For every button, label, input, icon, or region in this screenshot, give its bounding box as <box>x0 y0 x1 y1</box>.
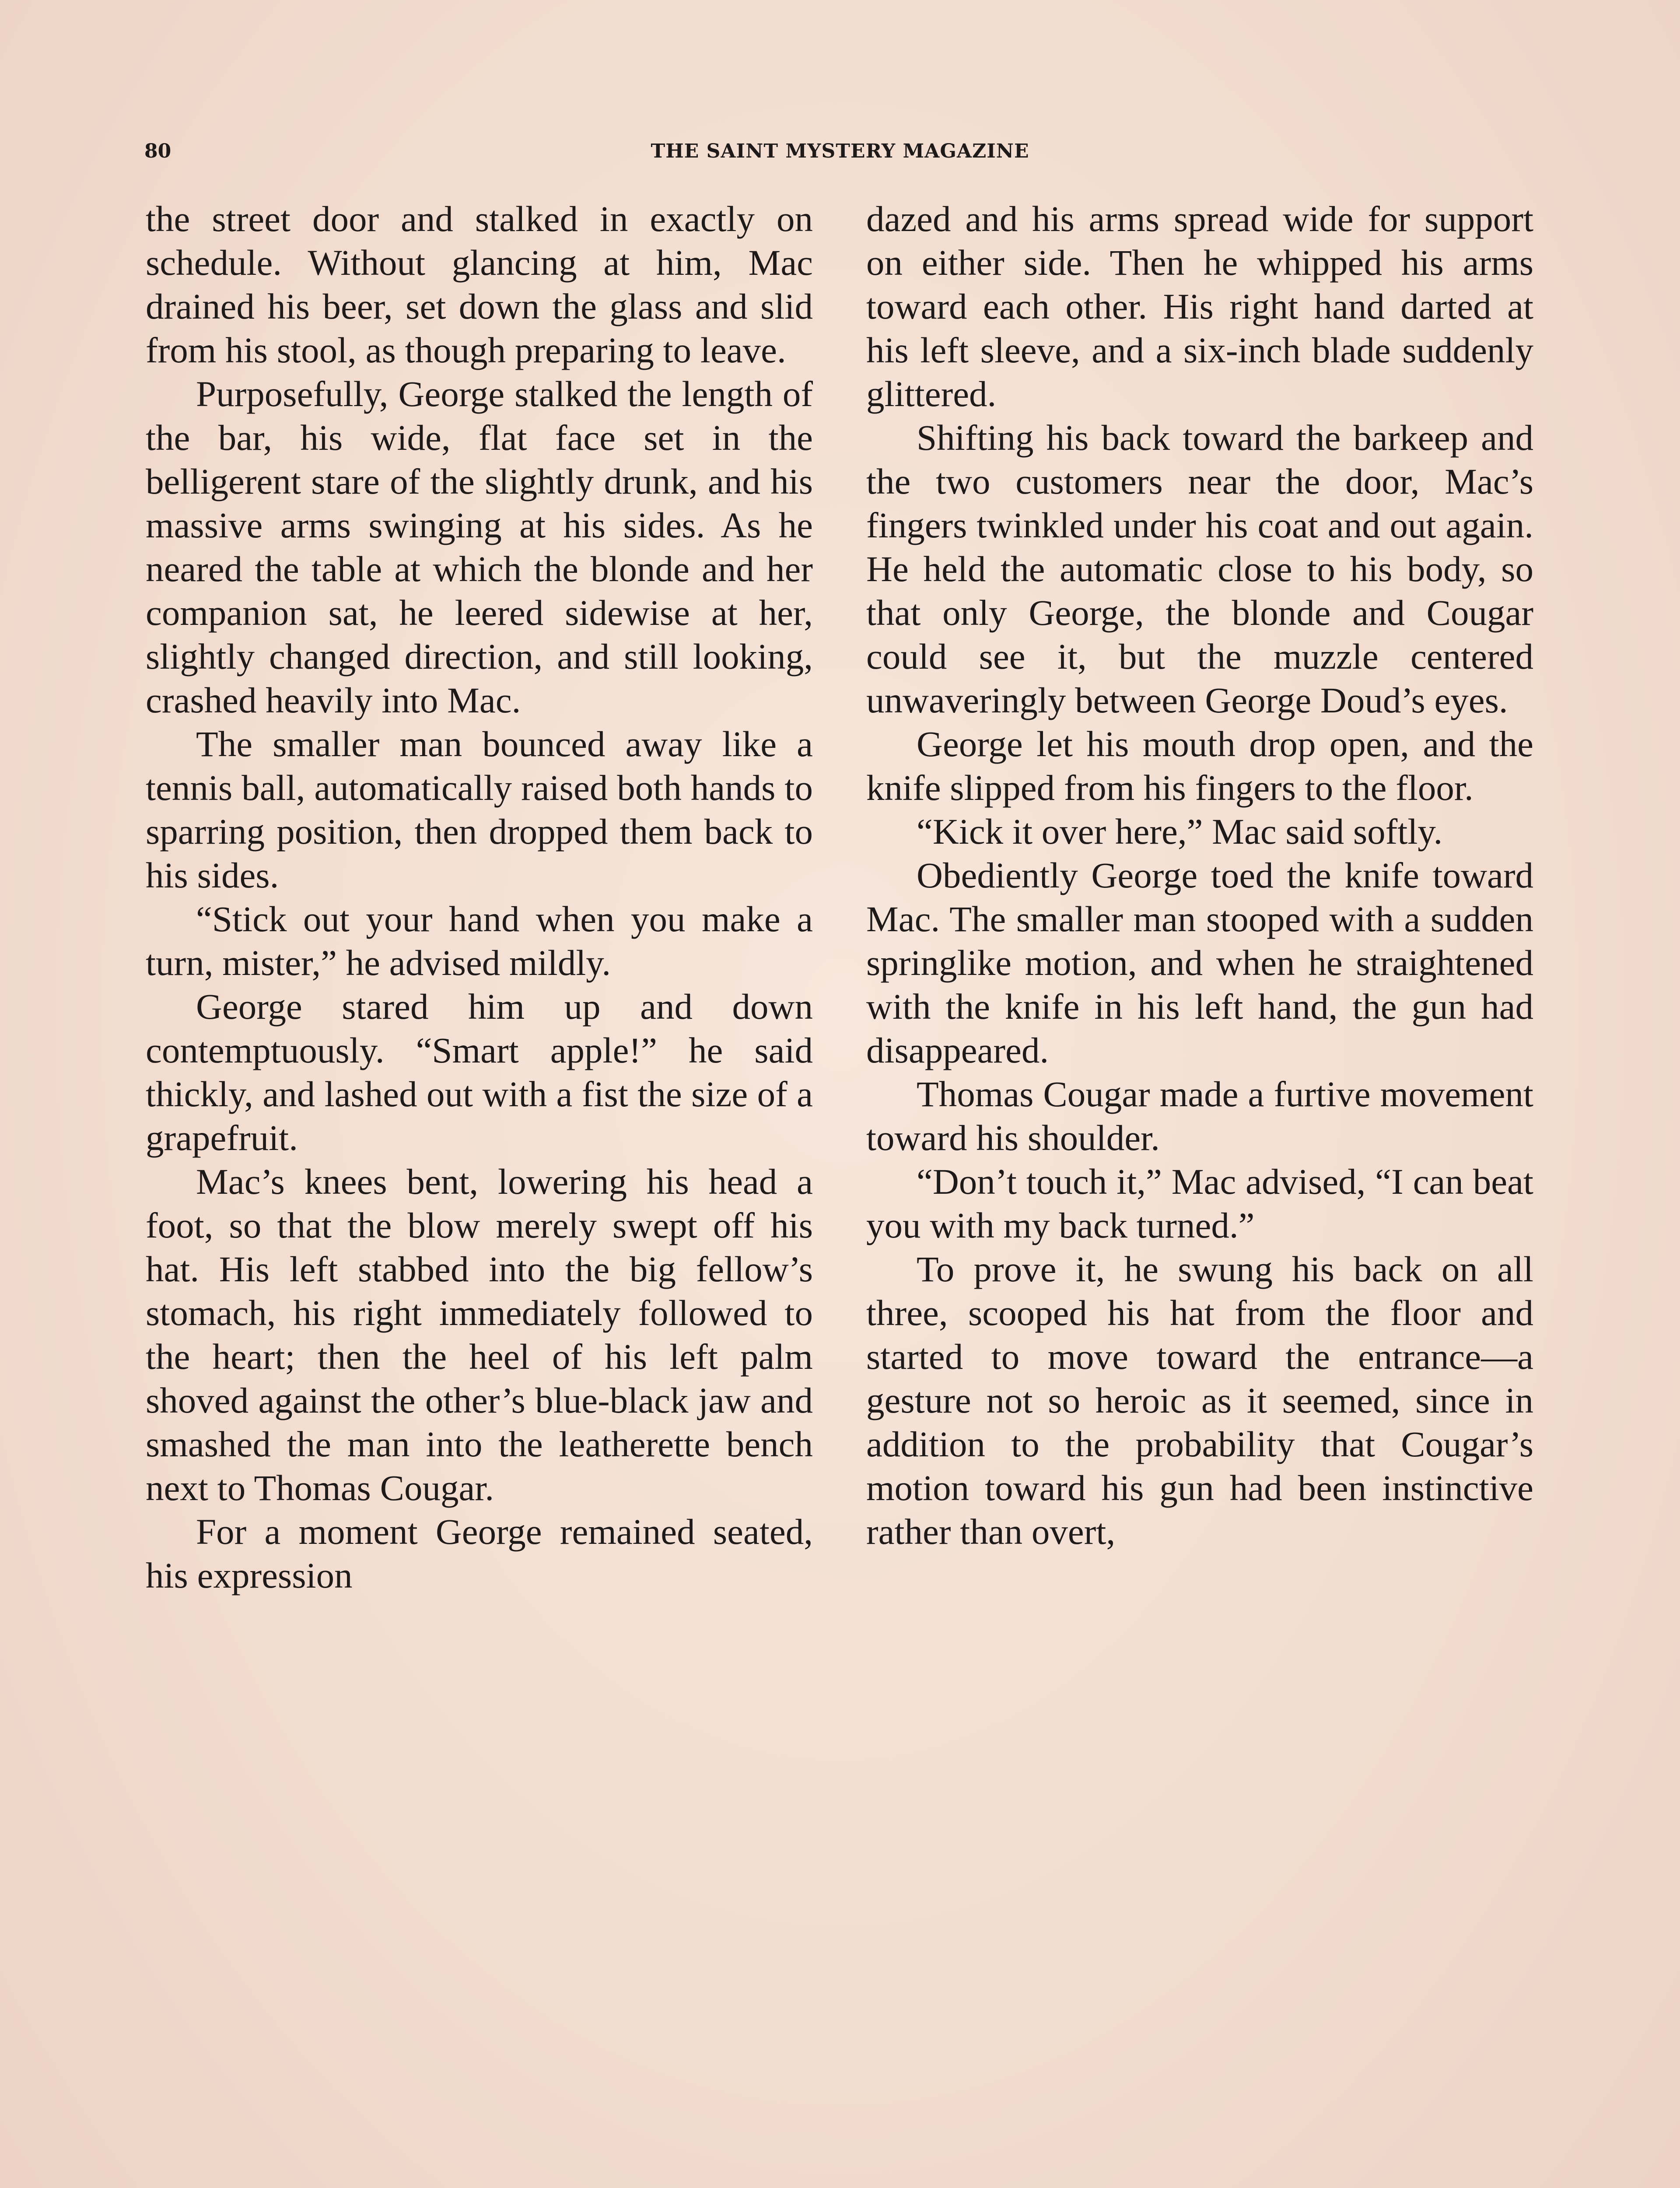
paragraph: To prove it, he swung his back on all three, scooped his hat from the floor and started to move toward the entrance—a gesture not so heroic as it seemed, since in addition to the probability that Cougar’s motion toward his gun had been instinctive rather than overt, <box>866 1249 1533 1552</box>
paragraph: Shifting his back toward the barkeep and the two customers near the door, Mac’s fingers twinkled under his coat and out again. He held the automatic close to his body, so that only George, the blonde and Cougar could see it, but the muzzle centered unwaveringly between George Doud’s eyes. <box>866 417 1533 720</box>
paragraph: “Stick out your hand when you make a turn, mister,” he advised mildly. <box>146 899 813 983</box>
paragraph: The smaller man bounced away like a tennis ball, automatically raised both hands to sparring position, then dropped them back to his sides. <box>146 724 813 895</box>
paragraph: the street door and stalked in exactly on schedule. Without glancing at him, Mac drained his beer, set down the glass and slid from his stool, as though preparing to leave. <box>146 199 813 370</box>
paragraph: Obediently George toed the knife toward Mac. The smaller man stooped with a sudden springlike motion, and when he straightened with the knife in his left hand, the gun had disappeared. <box>866 855 1533 1070</box>
paragraph: dazed and his arms spread wide for support on either side. Then he whipped his arms toward each other. His right hand darted at his left sleeve, and a six-inch blade suddenly glittered. <box>866 199 1533 414</box>
paragraph: George let his mouth drop open, and the knife slipped from his fingers to the floor. <box>866 724 1533 808</box>
page-number: 80 <box>144 140 172 162</box>
paragraph: Mac’s knees bent, lowering his head a foot, so that the blow merely swept off his hat. His left stabbed into the big fellow’s stomach, his right immediately followed to the heart; then the heel of his left palm shoved against the other’s blue-black jaw and smashed the man into the leatherette bench next to Thomas Cougar. <box>146 1161 813 1508</box>
page-header <box>144 139 1536 164</box>
paragraph: “Kick it over here,” Mac said softly. <box>917 811 1443 852</box>
running-title: THE SAINT MYSTERY MAGAZINE <box>651 140 1029 162</box>
paragraph: “Don’t touch it,” Mac advised, “I can beat you with my back turned.” <box>866 1161 1533 1245</box>
paragraph: Thomas Cougar made a furtive movement toward his shoulder. <box>866 1074 1533 1158</box>
paragraph: Purposefully, George stalked the length of the bar, his wide, flat face set in the belligerent stare of the slightly drunk, and his massive arms swinging at his sides. As he neared the table at which the blonde and her companion sat, he leered sidewise at her, slightly changed direction, and still looking, crashed heavily into Mac. <box>146 374 813 720</box>
left-column <box>146 197 813 1597</box>
right-column <box>866 197 1533 1553</box>
paragraph: For a moment George remained seated, his expression <box>146 1511 813 1595</box>
paragraph: George stared him up and down contemptuously. “Smart apple!” he said thickly, and lashed out with a fist the size of a grapefruit. <box>146 986 813 1158</box>
